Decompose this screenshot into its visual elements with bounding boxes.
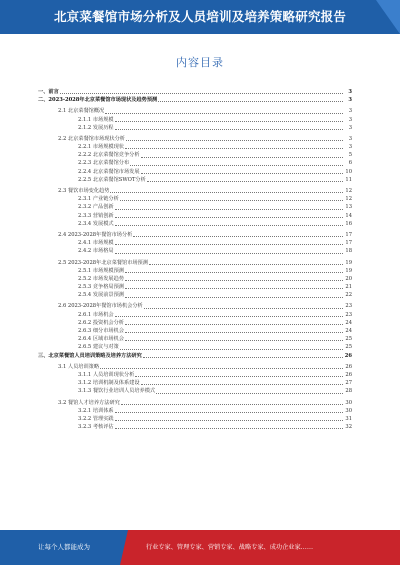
toc-entry[interactable] (38, 187, 352, 195)
toc-entry[interactable] (38, 283, 352, 291)
toc-entry[interactable] (38, 212, 352, 220)
toc-entry-label: 2.3.1 产业链分析 (78, 196, 119, 203)
toc-dot-leader (141, 173, 343, 174)
toc-dot-leader (125, 332, 343, 333)
table-of-contents (38, 88, 352, 431)
toc-entry-page: 14 (345, 212, 352, 219)
toc-entry-label: 2.3.4 发展模式 (78, 220, 114, 227)
toc-entry-page: 28 (345, 388, 352, 395)
toc-entry-label: 2.5.3 竞争格局预测 (78, 284, 124, 291)
toc-entry-label: 2.5.1 市场规模预测 (78, 267, 124, 274)
toc-entry-label: 三、北京菜餐馆人员培训策略及培养方法研究 (38, 352, 142, 359)
toc-dot-leader (125, 340, 343, 341)
toc-dot-leader (126, 140, 343, 141)
toc-entry[interactable] (38, 291, 352, 299)
toc-entry-label: 2.3.2 产品创新 (78, 204, 114, 211)
toc-entry-page: 21 (345, 284, 352, 291)
toc-entry[interactable] (38, 423, 352, 431)
toc-entry-label: 2.2.3 北京菜餐馆分布 (78, 160, 130, 167)
toc-dot-leader (120, 200, 343, 201)
toc-heading: 内容目录 (176, 56, 224, 69)
toc-entry[interactable] (38, 311, 352, 319)
toc-entry[interactable] (38, 160, 352, 168)
toc-dot-leader (115, 217, 343, 218)
toc-dot-leader (115, 316, 343, 317)
toc-entry-label: 2.5.4 发展前景预测 (78, 292, 124, 299)
toc-dot-leader (143, 357, 343, 358)
toc-dot-leader (115, 253, 343, 254)
toc-entry-page: 3 (348, 97, 352, 104)
toc-entry-page: 17 (345, 231, 352, 238)
toc-entry-page: 25 (345, 336, 352, 343)
toc-entry-page: 12 (345, 196, 352, 203)
toc-dot-leader (115, 121, 343, 122)
toc-dot-leader (115, 420, 343, 421)
toc-entry-page: 25 (345, 344, 352, 351)
toc-entry-page: 13 (345, 204, 352, 211)
toc-entry-label: 2.6.2 投资机会分析 (78, 319, 124, 326)
toc-entry-label: 2.3.3 营销创新 (78, 212, 114, 219)
toc-entry-page: 19 (345, 267, 352, 274)
toc-entry-label: 3.1.3 餐饮行业培训人员培养模式 (78, 388, 156, 395)
toc-dot-leader (144, 308, 343, 309)
footer-slant-divider (120, 530, 128, 565)
toc-dot-leader (135, 376, 343, 377)
toc-entry-page: 23 (345, 311, 352, 318)
toc-entry[interactable] (38, 124, 352, 132)
toc-entry[interactable] (38, 151, 352, 159)
toc-entry-label: 2.1.2 发展历程 (78, 124, 114, 131)
toc-entry[interactable] (38, 168, 352, 176)
toc-entry-label: 一、前言 (38, 88, 59, 95)
toc-entry-label: 2.1 北京菜餐馆概况 (58, 108, 105, 115)
toc-entry-label: 2.4 2023-2028年餐馆市场分析 (58, 231, 133, 238)
toc-dot-leader (110, 192, 343, 193)
toc-entry-page: 19 (345, 259, 352, 266)
toc-entry[interactable] (38, 176, 352, 184)
toc-entry[interactable] (38, 88, 352, 96)
toc-dot-leader (141, 384, 343, 385)
toc-dot-leader (130, 165, 343, 166)
toc-entry[interactable] (38, 231, 352, 239)
toc-entry-label: 2.5.2 市场发展趋势 (78, 275, 124, 282)
toc-entry-label: 2.2.2 北京菜餐馆竞争分析 (78, 152, 140, 159)
toc-entry-label: 3.2 餐馆人才培养方法研究 (58, 399, 120, 406)
toc-dot-leader (121, 404, 343, 405)
toc-dot-leader (105, 113, 343, 114)
toc-dot-leader (125, 280, 343, 281)
toc-entry-label: 2.6 2023-2028年餐馆市场机会分析 (58, 303, 143, 310)
toc-entry-label: 2.5 2023-2028年北京菜餐馆市场预测 (58, 259, 148, 266)
toc-entry-label: 2.6.3 细分市场机会 (78, 328, 124, 335)
toc-entry-page: 30 (345, 399, 352, 406)
toc-dot-leader (125, 297, 343, 298)
toc-entry[interactable] (38, 387, 352, 395)
toc-entry[interactable] (38, 96, 352, 104)
footer-bar (0, 530, 400, 565)
toc-entry[interactable] (38, 135, 352, 143)
toc-entry-page: 31 (345, 415, 352, 422)
toc-entry[interactable] (38, 143, 352, 151)
toc-entry[interactable] (38, 195, 352, 203)
toc-entry-label: 2.2.1 市场规模现状 (78, 144, 124, 151)
toc-entry-page: 24 (345, 328, 352, 335)
toc-entry-page: 26 (344, 352, 352, 359)
footer-slogan-right: 行业专家、管理专家、营销专家、战略专家、成功企业家…… (146, 544, 314, 551)
toc-entry-page: 3 (348, 88, 352, 95)
toc-entry-label: 2.6.4 区域市场机会 (78, 336, 124, 343)
toc-entry-label: 3.2.3 考核评估 (78, 424, 114, 431)
toc-entry-page: 3 (348, 124, 352, 131)
toc-entry[interactable] (38, 275, 352, 283)
toc-entry-label: 3.1 人员培训策略 (58, 363, 100, 370)
toc-entry-page: 18 (345, 248, 352, 255)
toc-entry[interactable] (38, 220, 352, 228)
toc-entry-page: 23 (345, 303, 352, 310)
toc-dot-leader (125, 288, 343, 289)
toc-entry-label: 2.6.5 建议与对策 (78, 344, 119, 351)
toc-entry-page: 17 (345, 240, 352, 247)
toc-entry-label: 3.1.2 培训机制及体系建设 (78, 380, 140, 387)
toc-entry-page: 32 (345, 424, 352, 431)
toc-entry[interactable] (38, 379, 352, 387)
toc-entry-page: 22 (345, 292, 352, 299)
toc-entry-label: 2.6.1 市场机会 (78, 311, 114, 318)
toc-dot-leader (115, 129, 343, 130)
toc-entry[interactable] (38, 267, 352, 275)
toc-dot-leader (133, 236, 343, 237)
toc-entry[interactable] (38, 327, 352, 335)
toc-entry-label: 3.2.2 管理实践 (78, 415, 114, 422)
toc-entry[interactable] (38, 303, 352, 311)
toc-entry-label: 2.1.1 市场规模 (78, 116, 114, 123)
toc-entry[interactable] (38, 203, 352, 211)
toc-entry-page: 12 (345, 188, 352, 195)
toc-dot-leader (125, 148, 343, 149)
toc-entry[interactable] (38, 363, 352, 371)
toc-entry[interactable] (38, 107, 352, 115)
toc-dot-leader (115, 244, 343, 245)
toc-entry-page: 3 (348, 108, 352, 115)
toc-entry-label: 2.2.5 北京菜餐馆SWOT分析 (78, 176, 146, 183)
toc-entry-label: 2.2.4 北京菜餐馆市场发展 (78, 168, 140, 175)
toc-entry[interactable] (38, 352, 352, 360)
toc-entry-page: 10 (345, 168, 352, 175)
toc-entry-page: 6 (348, 160, 352, 167)
toc-entry-label: 2.3 餐饮市场变化趋势 (58, 188, 110, 195)
toc-dot-leader (115, 412, 343, 413)
toc-entry-page: 3 (348, 135, 352, 142)
toc-entry[interactable] (38, 415, 352, 423)
toc-entry[interactable] (38, 371, 352, 379)
toc-entry[interactable] (38, 343, 352, 351)
toc-entry[interactable] (38, 247, 352, 255)
toc-entry-page: 26 (345, 371, 352, 378)
toc-entry-label: 2.4.2 市场格局 (78, 248, 114, 255)
toc-dot-leader (141, 157, 343, 158)
toc-dot-leader (156, 393, 343, 394)
toc-dot-leader (125, 272, 343, 273)
toc-entry-page: 20 (345, 275, 352, 282)
toc-entry-label: 3.1.1 人员培训现状分析 (78, 371, 135, 378)
toc-entry[interactable] (38, 259, 352, 267)
report-header-bar (0, 0, 400, 34)
toc-entry[interactable] (38, 407, 352, 415)
toc-entry-page: 11 (345, 176, 352, 183)
toc-entry-page: 3 (348, 144, 352, 151)
toc-dot-leader (100, 368, 343, 369)
toc-dot-leader (115, 225, 343, 226)
toc-entry-label: 3.2.1 培训体系 (78, 407, 114, 414)
footer-slogan-left: 让每个人都能成为 (38, 543, 90, 551)
toc-entry[interactable] (38, 399, 352, 407)
toc-entry-page: 24 (345, 319, 352, 326)
toc-entry[interactable] (38, 335, 352, 343)
toc-dot-leader (149, 264, 343, 265)
toc-entry[interactable] (38, 239, 352, 247)
toc-entry-page: 26 (345, 363, 352, 370)
toc-entry-page: 16 (345, 220, 352, 227)
toc-entry-label: 二、2023-2028年北京菜餐馆市场现状及趋势预测 (38, 97, 158, 104)
toc-entry-label: 2.4.1 市场规模 (78, 240, 114, 247)
toc-entry-page: 3 (348, 116, 352, 123)
toc-dot-leader (120, 349, 343, 350)
toc-entry-page: 27 (345, 380, 352, 387)
toc-dot-leader (115, 428, 343, 429)
toc-entry[interactable] (38, 116, 352, 124)
toc-entry-page: 30 (345, 407, 352, 414)
toc-dot-leader (158, 101, 343, 102)
toc-entry-page: 5 (348, 152, 352, 159)
toc-entry[interactable] (38, 319, 352, 327)
toc-dot-leader (147, 181, 343, 182)
toc-dot-leader (60, 93, 343, 94)
toc-entry-label: 2.2 北京菜餐馆市场现状分析 (58, 135, 125, 142)
toc-dot-leader (125, 324, 343, 325)
toc-dot-leader (115, 209, 343, 210)
report-title: 北京菜餐馆市场分析及人员培训及培养策略研究报告 (53, 9, 347, 24)
